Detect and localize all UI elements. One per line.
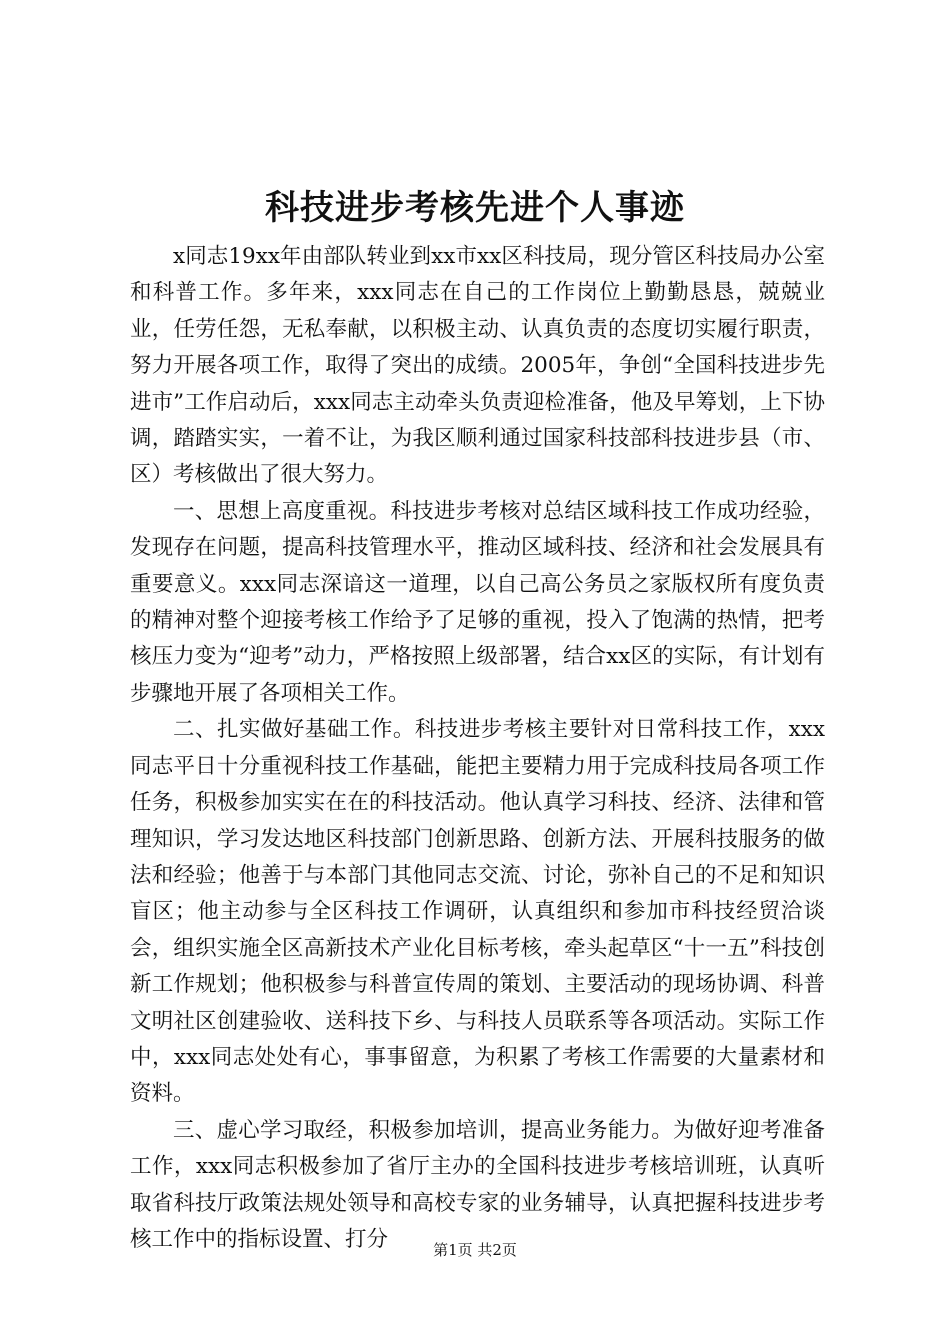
paragraph-section-1: 一、思想上高度重视。科技进步考核对总结区域科技工作成功经验，发现存在问题，提高科技管理水平，推动区域科技、经济和社会发展具有重要意义。xxx同志深谙这一道理，以自己高公务员之家版权所有度负责的精神对整个迎接考核工作给予了足够的重视，投入了饱满的热情，把考核压力变为“迎考”动力，严格按照上级部署，结合xx区的实际，有计划有步骤地开展了各项相关工作。 — [130, 498, 825, 706]
document-body — [130, 239, 825, 1258]
paragraph-section-2: 二、扎实做好基础工作。科技进步考核主要针对日常科技工作，xxx同志平日十分重视科技工作基础，能把主要精力用于完成科技局各项工作任务，积极参加实实在在的科技活动。他认真学习科技、经济、法律和管理知识，学习发达地区科技部门创新思路、创新方法、开展科技服务的做法和经验；他善于与本部门其他同志交流、讨论，弥补自己的不足和知识盲区；他主动参与全区科技工作调研，认真组织和参加市科技经贸洽谈会，组织实施全区高新技术产业化目标考核，牵头起草区“十一五”科技创新工作规划；他积极参与科普宣传周的策划、主要活动的现场协调、科普文明社区创建验收、送科技下乡、与科技人员联系等各项活动。实际工作中，xxx同志处处有心，事事留意，为积累了考核工作需要的大量素材和资料。 — [130, 717, 825, 1107]
paragraph-section-3: 三、虚心学习取经，积极参加培训，提高业务能力。为做好迎考准备工作，xxx同志积极参加了省厅主办的全国科技进步考核培训班，认真听取省科技厅政策法规处领导和高校专家的业务辅导，认真把握科技进步考核工作中的指标设置、打分 — [130, 1117, 825, 1252]
page-number-footer: 第1页 共2页 — [433, 1241, 517, 1259]
document-title: 科技进步考核先进个人事迹 — [265, 188, 685, 228]
paragraph-intro: x同志19xx年由部队转业到xx市xx区科技局，现分管区科技局办公室和科普工作。多年来，xxx同志在自己的工作岗位上勤勤恳恳，兢兢业业，任劳任怨，无私奉献，以积极主动、认真负责的态度切实履行职责，努力开展各项工作，取得了突出的成绩。2005年，争创“全国科技进步先进市”工作启动后，xxx同志主动牵头负责迎检准备，他及早筹划，上下协调，踏踏实实，一着不让，为我区顺利通过国家科技部科技进步县（市、区）考核做出了很大努力。 — [130, 244, 825, 488]
